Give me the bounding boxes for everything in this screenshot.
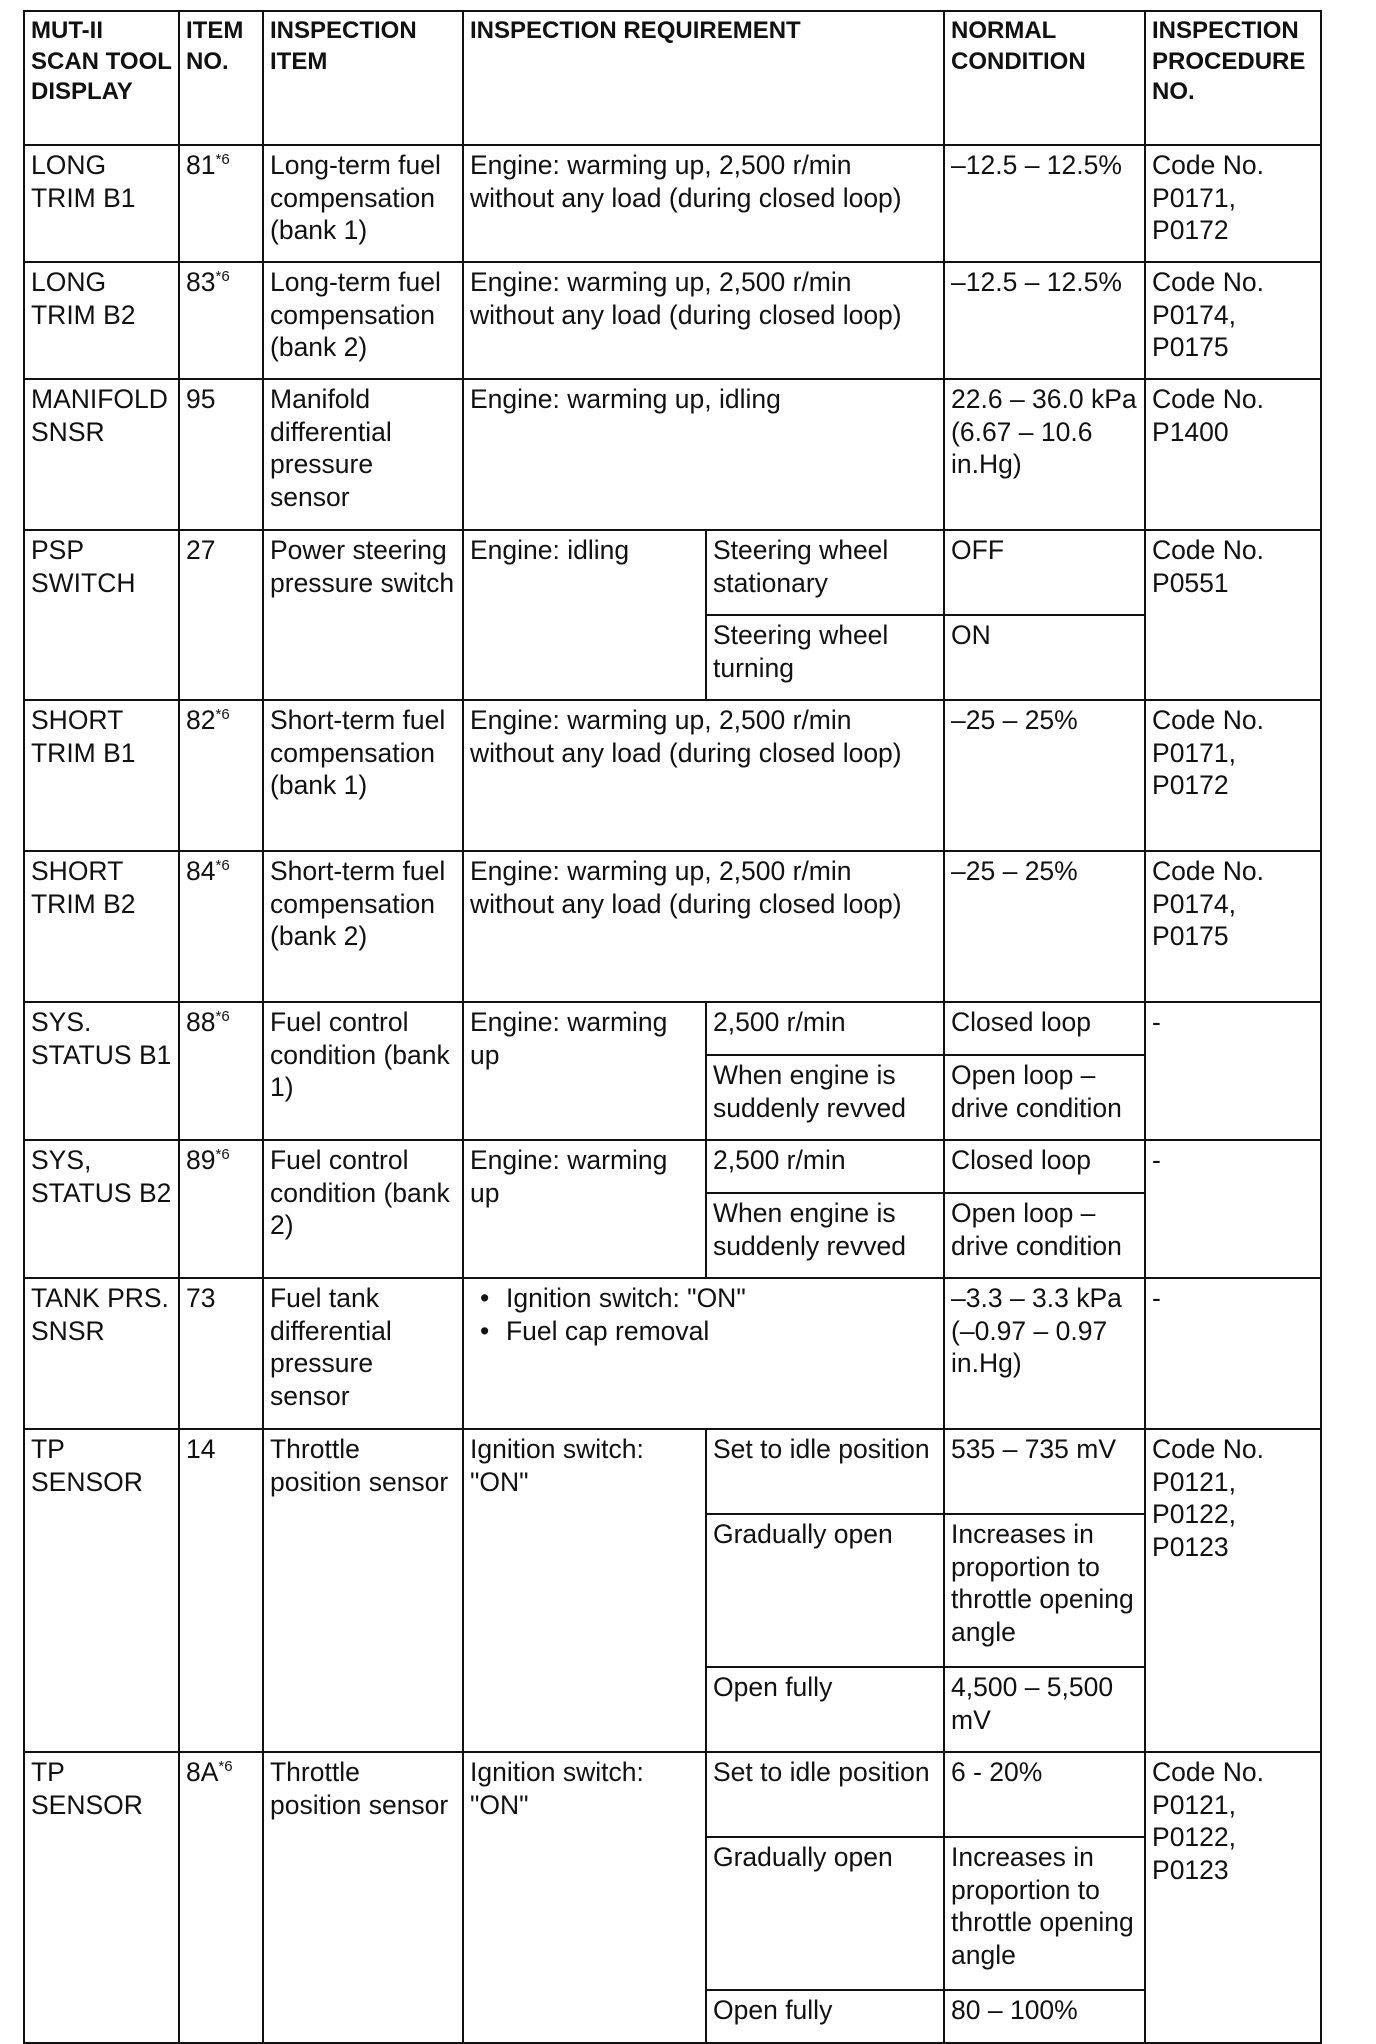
table-row [24, 1429, 1321, 1514]
item-no-cell [179, 530, 263, 700]
item-no-cell [179, 379, 263, 530]
item-no-cell [179, 700, 263, 851]
inspection-procedure-cell: Code No. P1400 [1145, 379, 1321, 530]
requirement-condition-cell: Set to idle position [706, 1752, 944, 1837]
table-row [24, 145, 1321, 262]
inspection-item-cell: Fuel tank differential pressure sensor [263, 1278, 463, 1429]
header-inspection-item: INSPECTION ITEM [263, 11, 463, 145]
item-note-superscript: *6 [215, 268, 230, 286]
normal-condition-cell: Closed loop [944, 1140, 1145, 1193]
inspection-item-cell: Power steering pressure switch [263, 530, 463, 700]
item-no-value: 81 [186, 150, 216, 180]
scan-tool-display-cell: SHORT TRIM B2 [24, 851, 179, 1002]
inspection-item-cell: Manifold differential pressure sensor [263, 379, 463, 530]
scan-tool-display-cell: LONG TRIM B2 [24, 262, 179, 379]
item-no-cell [179, 145, 263, 262]
requirement-condition-cell: 2,500 r/min [706, 1140, 944, 1193]
requirement-bullet-item: • Fuel cap removal [470, 1315, 937, 1348]
normal-condition-cell: Closed loop [944, 1002, 1145, 1055]
inspection-requirement-cell [463, 1278, 944, 1429]
requirement-condition-cell: 2,500 r/min [706, 1002, 944, 1055]
header-row [24, 11, 1321, 145]
inspection-requirement-cell: Engine: warming up [463, 1140, 706, 1278]
item-no-value: 95 [186, 384, 216, 414]
inspection-procedure-cell: Code No. P0174, P0175 [1145, 851, 1321, 1002]
item-note-superscript: *6 [215, 706, 230, 724]
item-note-superscript: *6 [215, 857, 230, 875]
table-row [24, 1278, 1321, 1429]
inspection-item-cell: Fuel control condition (bank 2) [263, 1140, 463, 1278]
inspection-item-cell: Short-term fuel compensation (bank 2) [263, 851, 463, 1002]
inspection-procedure-cell: - [1145, 1002, 1321, 1140]
scan-tool-display-cell: MANIFOLD SNSR [24, 379, 179, 530]
item-note-superscript: *6 [215, 1008, 230, 1026]
requirement-condition-cell: Open fully [706, 1990, 944, 2043]
header-inspection-procedure: INSPECTION PROCEDURE NO. [1145, 11, 1321, 145]
table-row [24, 851, 1321, 1002]
item-no-value: 83 [186, 267, 216, 297]
item-no-value: 88 [186, 1007, 216, 1037]
scan-tool-display-cell: TANK PRS. SNSR [24, 1278, 179, 1429]
normal-condition-cell: Increases in proportion to throttle opening angle [944, 1837, 1145, 1990]
normal-condition-cell: 22.6 – 36.0 kPa (6.67 – 10.6 in.Hg) [944, 379, 1145, 530]
item-note-superscript: *6 [215, 151, 230, 169]
normal-condition-cell: 4,500 – 5,500 mV [944, 1667, 1145, 1752]
item-no-cell [179, 1002, 263, 1140]
header-inspection-requirement: INSPECTION REQUIREMENT [463, 11, 944, 145]
table-row [24, 1002, 1321, 1055]
table-row [24, 530, 1321, 615]
table-row [24, 1752, 1321, 1837]
item-no-value: 8A [186, 1757, 219, 1787]
normal-condition-cell: OFF [944, 530, 1145, 615]
item-no-cell [179, 1752, 263, 2043]
item-note-superscript: *6 [215, 1146, 230, 1164]
inspection-requirement-cell: Engine: warming up, 2,500 r/min without any load (during closed loop) [463, 700, 944, 851]
inspection-requirement-cell: Ignition switch: "ON" [463, 1752, 706, 2043]
item-no-value: 73 [186, 1283, 216, 1313]
item-no-value: 82 [186, 705, 216, 735]
requirement-condition-cell: Gradually open [706, 1837, 944, 1990]
inspection-procedure-cell: Code No. P0121, P0122, P0123 [1145, 1752, 1321, 2043]
requirement-bullet-list [470, 1282, 937, 1347]
table-row [24, 700, 1321, 851]
requirement-bullet-item: • Ignition switch: "ON" [470, 1282, 937, 1315]
requirement-condition-cell: When engine is suddenly revved [706, 1055, 944, 1140]
normal-condition-cell: ON [944, 615, 1145, 700]
normal-condition-cell: –25 – 25% [944, 851, 1145, 1002]
inspection-table [23, 10, 1322, 2044]
item-no-value: 84 [186, 856, 216, 886]
item-note-superscript: *6 [218, 1758, 233, 1776]
table-row [24, 379, 1321, 530]
inspection-item-cell: Long-term fuel compensation (bank 1) [263, 145, 463, 262]
requirement-condition-cell: When engine is suddenly revved [706, 1193, 944, 1278]
scan-tool-display-cell: SYS. STATUS B1 [24, 1002, 179, 1140]
normal-condition-cell: –12.5 – 12.5% [944, 145, 1145, 262]
inspection-item-cell: Long-term fuel compensation (bank 2) [263, 262, 463, 379]
inspection-procedure-cell: - [1145, 1140, 1321, 1278]
scan-tool-display-cell: LONG TRIM B1 [24, 145, 179, 262]
scan-tool-display-cell: PSP SWITCH [24, 530, 179, 700]
inspection-requirement-cell: Engine: warming up, 2,500 r/min without any load (during closed loop) [463, 145, 944, 262]
header-item-no: ITEM NO. [179, 11, 263, 145]
item-no-cell [179, 262, 263, 379]
requirement-condition-cell: Open fully [706, 1667, 944, 1752]
normal-condition-cell: –3.3 – 3.3 kPa (–0.97 – 0.97 in.Hg) [944, 1278, 1145, 1429]
inspection-item-cell: Throttle position sensor [263, 1752, 463, 2043]
scan-tool-display-cell: SHORT TRIM B1 [24, 700, 179, 851]
item-no-cell [179, 1429, 263, 1752]
scan-tool-display-cell: TP SENSOR [24, 1752, 179, 2043]
requirement-condition-cell: Set to idle position [706, 1429, 944, 1514]
item-no-cell [179, 851, 263, 1002]
inspection-requirement-cell: Engine: warming up [463, 1002, 706, 1140]
normal-condition-cell: –25 – 25% [944, 700, 1145, 851]
normal-condition-cell: 6 - 20% [944, 1752, 1145, 1837]
inspection-requirement-cell: Engine: warming up, 2,500 r/min without any load (during closed loop) [463, 262, 944, 379]
requirement-condition-cell: Steering wheel stationary [706, 530, 944, 615]
scan-tool-display-cell: TP SENSOR [24, 1429, 179, 1752]
header-normal-condition: NORMAL CONDITION [944, 11, 1145, 145]
table-row [24, 262, 1321, 379]
inspection-procedure-cell: Code No. P0174, P0175 [1145, 262, 1321, 379]
table-body [24, 145, 1321, 2043]
inspection-table-page [23, 10, 1320, 2044]
requirement-condition-cell: Gradually open [706, 1514, 944, 1667]
item-no-value: 89 [186, 1145, 216, 1175]
inspection-requirement-cell: Ignition switch: "ON" [463, 1429, 706, 1752]
normal-condition-cell: Increases in proportion to throttle opening angle [944, 1514, 1145, 1667]
inspection-procedure-cell: Code No. P0171, P0172 [1145, 145, 1321, 262]
scan-tool-display-cell: SYS, STATUS B2 [24, 1140, 179, 1278]
inspection-item-cell: Throttle position sensor [263, 1429, 463, 1752]
inspection-procedure-cell: - [1145, 1278, 1321, 1429]
inspection-item-cell: Short-term fuel compensation (bank 1) [263, 700, 463, 851]
item-no-value: 14 [186, 1434, 216, 1464]
normal-condition-cell: –12.5 – 12.5% [944, 262, 1145, 379]
inspection-item-cell: Fuel control condition (bank 1) [263, 1002, 463, 1140]
inspection-requirement-cell: Engine: warming up, 2,500 r/min without any load (during closed loop) [463, 851, 944, 1002]
inspection-procedure-cell: Code No. P0551 [1145, 530, 1321, 700]
item-no-value: 27 [186, 535, 216, 565]
normal-condition-cell: Open loop – drive condition [944, 1193, 1145, 1278]
header-scan-tool-display: MUT-II SCAN TOOL DISPLAY [24, 11, 179, 145]
inspection-procedure-cell: Code No. P0121, P0122, P0123 [1145, 1429, 1321, 1752]
requirement-condition-cell: Steering wheel turning [706, 615, 944, 700]
normal-condition-cell: 535 – 735 mV [944, 1429, 1145, 1514]
item-no-cell [179, 1140, 263, 1278]
normal-condition-cell: 80 – 100% [944, 1990, 1145, 2043]
table-row [24, 1140, 1321, 1193]
inspection-requirement-cell: Engine: warming up, idling [463, 379, 944, 530]
item-no-cell [179, 1278, 263, 1429]
inspection-procedure-cell: Code No. P0171, P0172 [1145, 700, 1321, 851]
normal-condition-cell: Open loop – drive condition [944, 1055, 1145, 1140]
inspection-requirement-cell: Engine: idling [463, 530, 706, 700]
